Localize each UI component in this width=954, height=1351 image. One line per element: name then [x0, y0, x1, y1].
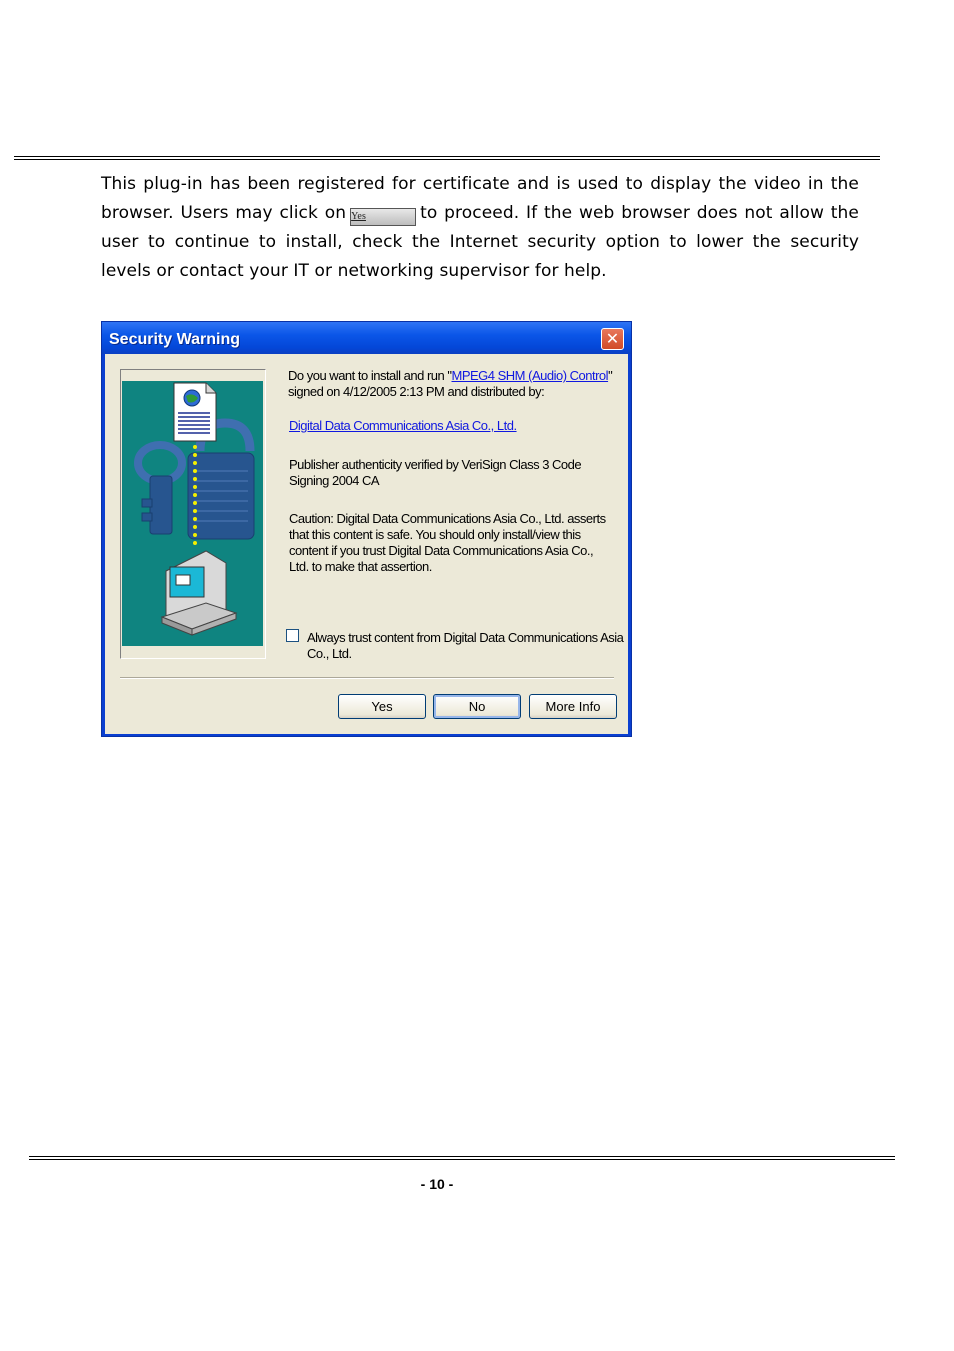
certificate-lock-computer-icon	[122, 381, 263, 646]
dialog-title: Security Warning	[109, 331, 240, 348]
always-trust-checkbox[interactable]	[286, 629, 299, 642]
security-illustration-frame	[120, 369, 266, 659]
yes-button-label: Yes	[371, 699, 393, 714]
no-button-label: No	[468, 699, 486, 714]
dialog-body	[105, 354, 628, 734]
page-number: - 10 -	[420, 1176, 454, 1192]
dialog-title-bar[interactable]	[102, 322, 631, 354]
authenticity-text: Publisher authenticity verified by VeriSign Class 3 Code Signing 2004 CA	[289, 457, 582, 488]
inline-yes-button-image: Yes	[350, 208, 416, 226]
more-info-button[interactable]	[529, 694, 617, 719]
close-button[interactable]	[601, 328, 624, 350]
publisher-link-container	[289, 418, 619, 434]
header-rule	[14, 156, 880, 160]
publisher-link[interactable]: Digital Data Communications Asia Co., Ltd.	[289, 418, 517, 433]
footer-rule	[29, 1156, 895, 1160]
always-trust-label[interactable]: Always trust content from Digital Data Communications Asia Co., Ltd.	[307, 630, 624, 661]
security-illustration	[122, 381, 263, 646]
paragraph-text-end: to proceed. If the web browser does not allow the user to continue to install, check the Internet security option to lower the security levels or contact your IT or networking supervisor for help.	[101, 203, 859, 281]
caution-text: Caution: Digital Data Communications Asia Co., Ltd. asserts that this content is safe. You should only install/view this content if you trust Digital Data Communications Asia Co., Ltd. to make that assertion.	[289, 511, 606, 574]
no-button[interactable]	[433, 694, 521, 719]
security-warning-dialog	[101, 321, 632, 737]
button-separator	[120, 677, 614, 679]
instruction-paragraph	[101, 170, 859, 286]
more-info-button-label: More Info	[545, 699, 601, 714]
close-icon: ✕	[605, 329, 620, 348]
prompt-end: " signed on 4/12/2005 2:13 PM and distributed by:	[288, 368, 613, 399]
prompt-start: Do you want to install and run "	[288, 368, 452, 383]
yes-button[interactable]	[338, 694, 426, 719]
install-prompt	[288, 368, 623, 400]
control-name-link[interactable]: MPEG4 SHM (Audio) Control	[451, 368, 609, 383]
paragraph-text-start: This plug-in has been registered for certificate and is used to display the video in the browser. Users may click on	[101, 174, 859, 223]
